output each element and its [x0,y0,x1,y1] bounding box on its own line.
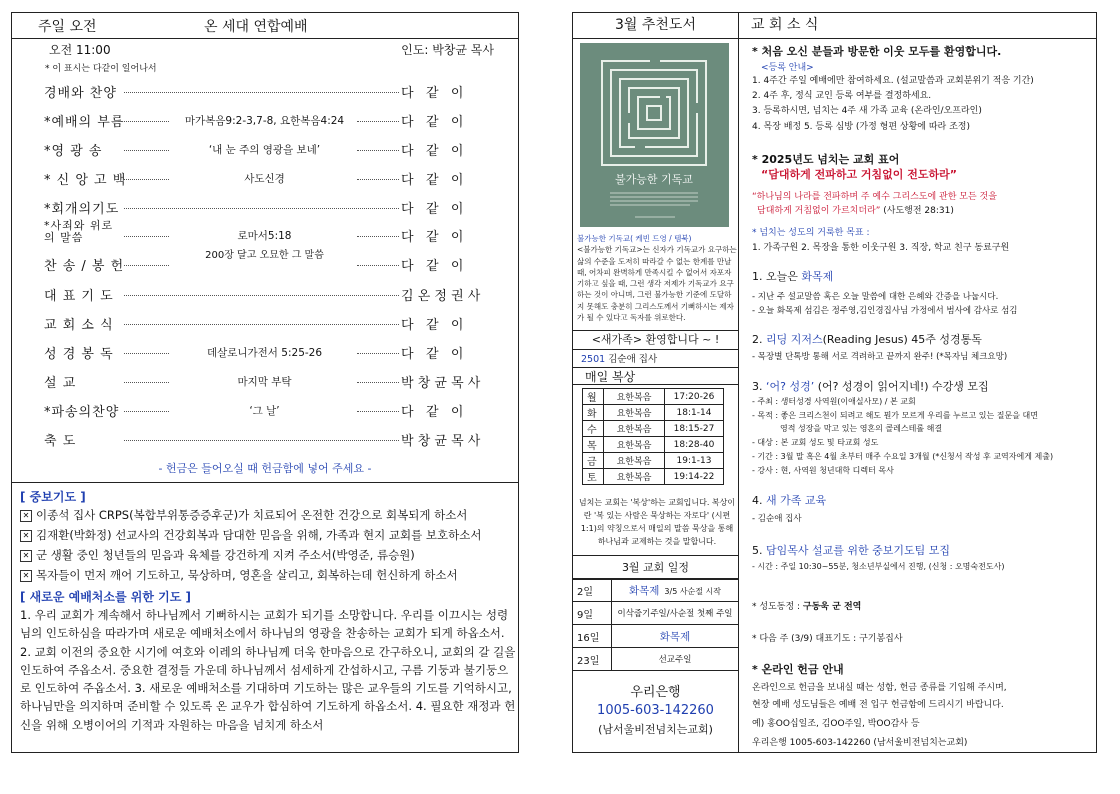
online-offering-line: 예) 홍OO십일조, 김OO주일, 박OO감사 등 [752,719,920,729]
dot-leader [124,411,169,412]
checkbox-icon: ✕ [20,570,32,582]
new-place-title: [ 새로운 예배처소를 위한 기도 ] [20,590,191,604]
order-item-performer: 박 창 균 목 사 [401,434,481,449]
motto: “담대하게 전파하고 거침없이 전도하라” [761,168,957,181]
checkbox-icon: ✕ [20,510,32,522]
dot-leader [124,324,399,325]
daily-row [583,421,724,437]
registration-line: 3. 등록하시면, 넘치는 4주 새 가족 교육 (온라인/오프라인) [752,106,982,116]
dot-leader [357,236,399,237]
daily-book: 요한복음 [604,469,665,485]
order-item-detail: 마지막 부탁 [237,376,292,388]
order-item-performer: 다 같 이 [401,144,464,159]
prayer-title: [ 중보기도 ] [20,490,86,504]
order-item-performer: 다 같 이 [401,115,464,130]
registration-title: <등록 안내> [761,63,814,73]
news-2-title: 2. 리딩 지저스(Reading Jesus) 45주 성경통독 [752,333,982,346]
next-prayer: * 다음 주 (3/9) 대표기도 : 구기봉집사 [752,634,903,644]
daily-book: 요한복음 [604,405,665,421]
daily-title: 매일 복상 [573,367,738,385]
calendar-title: 3월 교회 일정 [573,555,738,580]
order-item-detail: ‘그 날’ [249,405,280,417]
news-3-line: - 대상 : 본 교회 성도 및 타교회 성도 [752,438,879,447]
order-row [12,136,518,162]
online-offering-line: 온라인으로 헌금을 보내실 때는 성함, 헌금 종류를 기입해 주시며, [752,683,1007,693]
news-3-title: 3. ‘어? 성경’ (어? 성경이 읽어지네!) 수강생 모집 [752,380,989,393]
newfamily-title: <새가족> 환영합니다 ~ ! [573,330,738,350]
news-4-line: - 김순애 집사 [752,514,802,524]
daily-book: 요한복음 [604,453,665,469]
news-3-line: 영적 성장을 막고 있는 영혼의 콜레스테롤 해결 [752,424,943,433]
book-review-text: <불가능한 기독교>는 신자가 기독교가 요구하는 삶의 수준을 도저히 따라갈 수 없는 한계를 만날 때, 어차피 완벽하게 만족시킬 수 없어서 자포자기하고 싶을 때, 그런 생각 저제가 기독교가 요구하는 것이 아니며, 그런 불가능한 기준에 도달하지 못해도 충분히 그리스도께서 기뻐하시는 제자가 될 수 있다고 독자를 위로한다. [577,245,737,323]
order-item-name: 교 회 소 식 [44,318,114,333]
news-3-line: - 목적 : 좋은 크리스천이 되려고 해도 뭔가 모르게 우리를 누르고 있는 질문을 대면 [752,411,1038,420]
calendar-date: 23일 [573,648,612,671]
book-review [577,233,737,323]
daily-row [583,405,724,421]
news-1-line: - 오늘 화목제 섬김은 정주영,김인경집사님 가정에서 범사에 감사로 섬김 [752,306,1018,316]
divider [12,482,518,483]
calendar-event: 화목제 [612,625,739,648]
prayer-item: ✕ 목자들이 먼저 깨어 기도하고, 묵상하며, 영혼을 살리고, 회복하는데 헌신하게 하소서 [20,567,458,583]
welcome-text: * 처음 오신 분들과 방문한 이웃 모두를 환영합니다. [752,45,1002,58]
daily-book: 요한복음 [604,389,665,405]
news-header: 교 회 소 식 [739,13,1096,39]
news-3-line: - 강사 : 현, 사역원 청년대학 디렉터 목사 [752,466,894,475]
bank-account: 1005-603-142260 [597,703,714,718]
daily-row [583,389,724,405]
daily-table [582,388,724,485]
order-item-performer: 다 같 이 [401,86,464,101]
dot-leader [357,411,399,412]
news-4-title: 4. 새 가족 교육 [752,494,827,507]
order-row [12,165,518,191]
dot-leader [357,353,399,354]
order-row [12,194,518,220]
dot-leader [357,265,399,266]
order-item-name: 찬 송 / 봉 헌 [44,259,125,274]
daily-row [583,469,724,485]
order-item-performer: 김 온 정 권 사 [401,289,481,304]
calendar-row [573,602,739,625]
news-5-title: 5. 담임목사 설교를 위한 중보기도팀 모집 [752,544,951,557]
dot-leader [357,382,399,383]
prayer-item: ✕ 군 생활 중인 청년들의 믿음과 육체를 강건하게 지켜 주소서(박영준, 류승원) [20,547,415,563]
order-row [12,368,518,394]
online-offering-line: 우리은행 1005-603-142260 (남서울비전넘치는교회) [752,738,968,748]
daily-day: 금 [583,453,604,469]
order-item-detail: 마가복음9:2-3,7-8, 요한복음4:24 [184,115,345,127]
news-column [739,12,1097,753]
motto-title: * 2025년도 넘치는 교회 표어 [752,153,900,166]
prayer-item: ✕ 이종석 집사 CRPS(복합부위통증증후군)가 치료되어 온전한 건강으로 회복되게 하소서 [20,507,467,523]
book-caption: 불가능한 기독교( 케빈 드영 / 템북) [577,234,692,243]
order-row [12,397,518,423]
bank-info [573,677,738,737]
dot-leader [124,92,399,93]
registration-line: 2. 4주 후, 정식 교인 등록 여부를 결정하세요. [752,91,932,101]
daily-book: 요한복음 [604,421,665,437]
book-column [572,12,739,753]
checkbox-icon: ✕ [20,530,32,542]
dot-leader [124,295,399,296]
svg-text:불가능한 기독교: 불가능한 기독교 [615,173,693,186]
motto-verse: 담대하게 거침없이 가르치더라” (사도행전 28:31) [757,206,954,216]
dot-leader [124,382,169,383]
order-item-name: 대 표 기 도 [44,289,114,304]
daily-ref: 18:1-14 [665,405,724,421]
dot-leader [124,150,169,151]
calendar-row [573,648,739,671]
daily-ref: 18:28-40 [665,437,724,453]
order-row [12,281,518,307]
service-time: 오전 11:00 [49,43,111,57]
order-item-performer: 다 같 이 [401,173,464,188]
order-item-name: *예배의 부름 [44,115,125,130]
daily-row [583,453,724,469]
book-header: 3월 추천도서 [573,13,738,39]
order-row [12,426,518,452]
order-item-detail: ‘내 눈 주의 영광을 보네’ [208,144,321,156]
calendar-table [572,578,739,671]
order-item-performer: 다 같 이 [401,405,464,420]
online-offering-title: * 온라인 헌금 안내 [752,663,844,676]
calendar-event: 화목제 3/5 사순절 시작 [612,579,739,602]
order-row [12,219,518,248]
goal-text: 1. 가족구원 2. 목장을 통한 이웃구원 3. 직장, 학교 친구 동료구원 [752,243,1010,253]
order-item-performer: 다 같 이 [401,318,464,333]
daily-day: 수 [583,421,604,437]
order-row [12,78,518,104]
news-1-title: 1. 오늘은 화목제 [752,270,834,283]
order-item-name: *영 광 송 [44,144,103,159]
daily-row [583,437,724,453]
calendar-row [573,625,739,648]
worship-order-panel [11,12,519,753]
dot-leader [357,179,399,180]
dot-leader [357,121,399,122]
news-2-line: - 목장별 단톡방 통해 서로 격려하고 끝까지 완주! (*목자님 체크요망) [752,352,1008,362]
order-item-performer: 다 같 이 [401,230,464,245]
registration-line: 1. 4주간 주일 예배에만 참여하세요. (설교말씀과 교회분위기 적응 기간) [752,76,1034,86]
daily-ref: 17:20-26 [665,389,724,405]
calendar-date: 9일 [573,602,612,625]
calendar-event: 선교주일 [612,648,739,671]
order-item-name: 성 경 봉 독 [44,347,114,362]
dot-leader [124,353,169,354]
order-item-performer: 다 같 이 [401,202,464,217]
order-item-name: 축 도 [44,434,77,449]
daily-day: 월 [583,389,604,405]
order-item-name: 설 교 [44,376,77,391]
order-row [12,339,518,365]
calendar-date: 2일 [573,579,612,602]
daily-ref: 19:14-22 [665,469,724,485]
news-3-line: - 기간 : 3월 말 혹은 4월 초부터 매주 수요일 3개월 (*신청서 작성 후 교역자에게 제출) [752,452,1054,461]
order-item-detail: 사도신경 [244,173,285,185]
daily-book: 요한복음 [604,437,665,453]
dot-leader [124,265,169,266]
standing-note: * 이 표시는 다같이 일어나서 [45,64,157,74]
dot-leader [357,150,399,151]
service-leader: 인도: 박창균 목사 [401,43,494,57]
calendar-date: 16일 [573,625,612,648]
daily-note: 넘치는 교회는 '복상'하는 교회입니다. 복상이란 '복 있는 사람은 묵상하는 자로다' (시편1:1)의 약칭으로서 매일의 말씀 묵상을 통해 하나님과 교제하는 것을 말합니다. [578,498,736,546]
order-item-name: 경배와 찬양 [44,86,117,101]
book-cover-image [580,43,729,227]
order-item-performer: 박 창 균 목 사 [401,376,481,391]
order-item-name: * 신 앙 고 백 [44,173,127,188]
daily-day: 목 [583,437,604,453]
bank-name: 우리은행 [630,685,681,700]
offering-note: - 헌금은 들어오실 때 헌금함에 넣어 주세요 - [158,462,372,475]
news-5-line: - 시간 : 주일 10:30~55분, 청소년부실에서 진행, (신청 : 오명숙전도사) [752,562,1005,571]
daily-ref: 18:15-27 [665,421,724,437]
maze-icon [580,43,729,227]
order-row [12,107,518,133]
prayer-item: ✕ 김재환(박화정) 선교사의 건강회복과 담대한 믿음을 위해, 가족과 현지 교회를 보호하소서 [20,527,481,543]
calendar-event: 이삭줍기주일/사순절 첫째 주일 [612,602,739,625]
dot-leader [124,179,169,180]
checkbox-icon: ✕ [20,550,32,562]
dot-leader [124,121,169,122]
service-title: 온 세대 연합예배 [204,19,308,35]
news-3-line: - 주최 : 생터성경 사역원(이애실사모) / 본 교회 [752,397,916,406]
dot-leader [124,440,399,441]
service-time-label: 주일 오전 [38,19,97,35]
order-item-name: *회개의기도 [44,202,120,217]
daily-day: 토 [583,469,604,485]
order-row [12,251,518,277]
daily-day: 화 [583,405,604,421]
registration-line: 4. 목장 배정 5. 등록 심방 (가정 형편 상황에 따라 조정) [752,122,970,132]
worship-header [12,13,518,39]
calendar-row [573,579,739,602]
order-item-name: *사죄와 위로의 말씀 [44,219,114,244]
dot-leader [124,236,169,237]
bank-holder: (남서울비전넘치는교회) [598,723,713,736]
order-item-name: *파송의찬양 [44,405,120,420]
order-item-performer: 다 같 이 [401,347,464,362]
daily-ref: 19:1-13 [665,453,724,469]
news-1-line: - 지난 주 설교말씀 혹은 오늘 말씀에 대한 은혜와 간증을 나눕시다. [752,292,999,302]
online-offering-line: 현장 예배 성도님들은 예배 전 입구 헌금함에 드리시기 바랍니다. [752,700,1004,710]
goal-title: * 넘치는 성도의 거룩한 목표 : [752,228,870,238]
order-row [12,310,518,336]
member-news: * 성도동정 : 구동욱 군 전역 [752,602,862,612]
order-item-detail: 데살로니가전서 5:25-26 [206,347,323,359]
order-item-detail: 로마서5:18 [237,230,292,242]
order-item-detail: 200장 달고 오묘한 그 말씀 [205,250,324,261]
newfamily-entry: 2501 김순애 집사 [581,354,658,365]
new-place-text: 1. 우리 교회가 계속해서 하나님께서 기뻐하시는 교회가 되기를 소망합니다. 우리를 이끄시는 성령님의 인도하심을 따라가며 새로운 예배처소에서 하나님의 영광을 찬송하는 교회가 되게 하옵소서. 2. 교회 이전의 중요한 시기에 여호와 이레의 하나님께 더욱 한마음으로 간구하오니, 교회의 갈 길을 인도하여 주옵소서. 중요한 결정들 가운데 하나님께서 섬세하게 간섭하시고, 구름 기둥과 불기둥으로 인도하여 주옵소서. 3. 새로운 예배처소를 기대하며 기도하는 많은 교우들의 기도를 기억하시고, 하나님만을 의지하며 준비할 수 있도록 온 교우가 합심하여 기도하게 하옵소서. 4. 필요한 재정과 헌신을 위해 오병이어의 기적과 자원하는 마음을 넘치게 하소서 [20,608,516,732]
motto-verse: “하나님의 나라를 전파하며 주 예수 그리스도에 관한 모든 것을 [752,192,997,202]
dot-leader [124,208,399,209]
order-item-performer: 다 같 이 [401,259,464,274]
